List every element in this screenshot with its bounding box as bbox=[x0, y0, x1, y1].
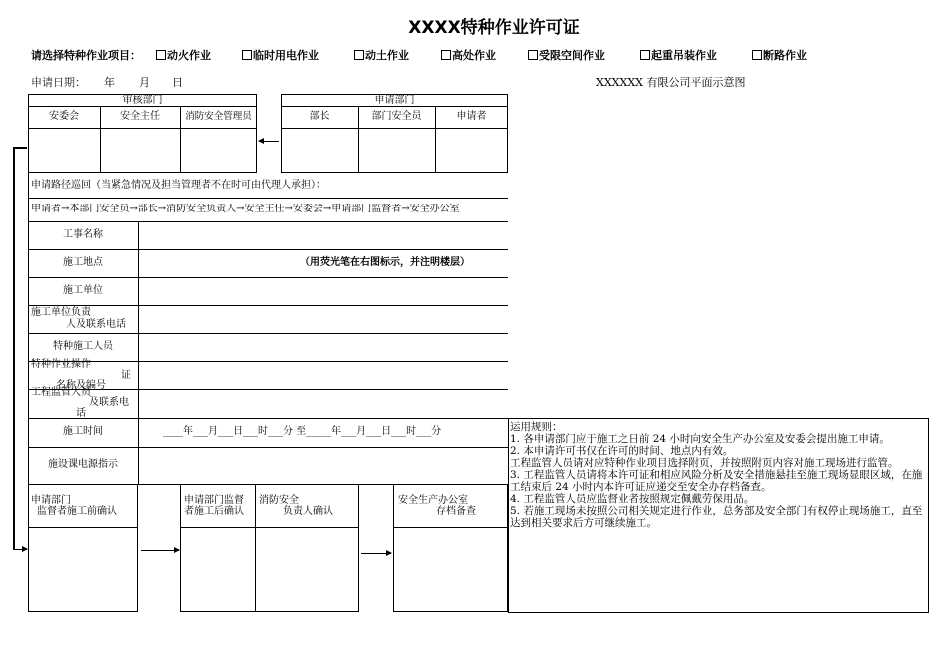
apply-col-applicant: 申请者 bbox=[456, 111, 487, 122]
label-power: 施设课电源指示 bbox=[48, 459, 118, 470]
label-project-name: 工事名称 bbox=[63, 229, 103, 240]
sign-dept-safety[interactable] bbox=[359, 129, 435, 172]
rule-2: 2. 本申请许可书仅在许可的时间、地点内有效。 bbox=[510, 445, 734, 457]
review-col-committee: 安委会 bbox=[49, 111, 79, 122]
checkbox[interactable] bbox=[752, 50, 762, 60]
option-confined-space[interactable]: 受限空间作业 bbox=[528, 50, 605, 61]
apply-dept-header: 申请部门 bbox=[374, 95, 415, 106]
apply-date-label: 申请日期： bbox=[31, 76, 86, 89]
input-unit[interactable] bbox=[139, 278, 507, 305]
option-height-work[interactable]: 高处作业 bbox=[441, 50, 496, 61]
rules-text bbox=[510, 421, 928, 611]
arrow-right-icon bbox=[13, 549, 27, 550]
label-site: 施工地点 bbox=[63, 257, 103, 268]
sign-office-archive[interactable] bbox=[394, 528, 507, 611]
sign-safety-director[interactable] bbox=[101, 129, 180, 172]
label-cert-3: 名称及编号 bbox=[56, 380, 106, 391]
route-path: 申请者→本部门安全员→部长→消防安全负责人→安全主任→安委会→申请部门监督者→安全办公室 bbox=[31, 204, 460, 214]
label-special-workers: 特种施工人员 bbox=[53, 341, 113, 352]
confirm-applicant-2: 监督者施工前确认 bbox=[37, 506, 117, 517]
label-supervisor-2: 及联系电 bbox=[89, 397, 129, 408]
label-cert-2: 证 bbox=[121, 370, 131, 381]
input-project-name[interactable] bbox=[139, 222, 507, 249]
project-select-label: 请选择特种作业项目： bbox=[31, 49, 141, 62]
arrow-left-icon bbox=[259, 141, 279, 142]
confirm-after-1: 申请部门监督 bbox=[184, 495, 244, 506]
map-title: XXXXXX 有限公司平面示意图 bbox=[596, 76, 746, 89]
apply-date-month: 月 bbox=[139, 76, 150, 89]
input-unit-contact[interactable] bbox=[139, 306, 507, 333]
label-time: 施工时间 bbox=[63, 426, 103, 437]
option-hot-work[interactable]: 动火作业 bbox=[156, 50, 211, 61]
sign-applicant[interactable] bbox=[436, 129, 507, 172]
sign-fire-confirm[interactable] bbox=[256, 528, 358, 611]
label-supervisor-1: 工程监管人员 bbox=[31, 387, 91, 398]
confirm-after-2: 者施工后确认 bbox=[184, 506, 244, 517]
input-power[interactable] bbox=[139, 448, 507, 484]
site-note: （用荧光笔在右图标示，并注明楼层） bbox=[300, 257, 470, 268]
checkbox[interactable] bbox=[441, 50, 451, 60]
arrow-right-icon bbox=[141, 550, 179, 551]
rule-4: 4. 工程监管人员应监督业者按照规定佩戴劳保用品。 bbox=[510, 493, 755, 505]
confirm-office-2: 存档备查 bbox=[436, 506, 476, 517]
route-note: 申请路径巡回（当紧急情况及担当管理者不在时可由代理人承担）： bbox=[31, 180, 326, 191]
rule-3: 3. 工程监管人员请将本许可证和相应风险分析及安全措施悬挂至施工现场显眼区域，在施工结束后 24 小时内本许可证应递交至安全办存档备查。 bbox=[510, 469, 923, 493]
confirm-applicant-1: 申请部门 bbox=[31, 495, 71, 506]
apply-col-dept-safety: 部门安全员 bbox=[371, 111, 422, 122]
label-unit-contact-1: 施工单位负责 bbox=[31, 307, 91, 318]
sign-fire-manager[interactable] bbox=[181, 129, 256, 172]
rule-1: 1. 各申请部门应于施工之日前 24 小时向安全生产办公室及安委会提出施工申请。 bbox=[510, 433, 890, 445]
label-unit: 施工单位 bbox=[63, 285, 103, 296]
arrow-right-icon bbox=[361, 553, 391, 554]
label-unit-contact-2: 人及联系电话 bbox=[66, 319, 126, 330]
confirm-fire-2: 负责人确认 bbox=[283, 506, 333, 517]
sign-committee[interactable] bbox=[29, 129, 100, 172]
option-lifting[interactable]: 起重吊装作业 bbox=[640, 50, 717, 61]
input-supervisor[interactable] bbox=[139, 390, 507, 418]
input-time[interactable]: ____年___月___日___时___分 至_____年___月___日___时___分 bbox=[163, 426, 442, 437]
route-connector bbox=[13, 147, 15, 549]
confirm-fire-1: 消防安全 bbox=[259, 495, 299, 506]
apply-col-minister: 部长 bbox=[309, 111, 330, 122]
option-road-break[interactable]: 断路作业 bbox=[752, 50, 807, 61]
checkbox[interactable] bbox=[156, 50, 166, 60]
map-area[interactable] bbox=[508, 92, 930, 418]
confirm-office-1: 安全生产办公室 bbox=[398, 495, 468, 506]
review-dept-header: 审核部门 bbox=[122, 95, 163, 106]
checkbox[interactable] bbox=[354, 50, 364, 60]
option-excavation[interactable]: 动土作业 bbox=[354, 50, 409, 61]
rules-title: 运用规则： bbox=[510, 421, 563, 433]
checkbox[interactable] bbox=[242, 50, 252, 60]
option-temp-power[interactable]: 临时用电作业 bbox=[242, 50, 319, 61]
input-cert[interactable] bbox=[139, 362, 507, 389]
apply-date-day: 日 bbox=[172, 76, 183, 89]
review-col-safety-director: 安全主任 bbox=[120, 111, 160, 122]
rule-5: 5. 若施工现场未按照公司相关规定进行作业，总务部及安全部门有权停止现场施工，直至达到相关要求后方可继续施工。 bbox=[510, 505, 923, 529]
input-special-workers[interactable] bbox=[139, 334, 507, 361]
label-cert-1: 特种作业操作 bbox=[31, 359, 91, 370]
apply-date-year: 年 bbox=[104, 76, 115, 89]
checkbox[interactable] bbox=[640, 50, 650, 60]
review-col-fire-manager: 消防安全管理员 bbox=[185, 111, 252, 122]
sign-minister[interactable] bbox=[282, 129, 358, 172]
sign-supervisor-after[interactable] bbox=[181, 528, 255, 611]
checkbox[interactable] bbox=[528, 50, 538, 60]
rule-2b: 工程监管人员请对应特种作业项目选择附页，并按照附页内容对施工现场进行监管。 bbox=[510, 457, 899, 469]
page-title: XXXX特种作业许可证 bbox=[408, 18, 580, 38]
label-supervisor-3: 话 bbox=[76, 408, 86, 419]
sign-applicant-before[interactable] bbox=[29, 528, 137, 611]
